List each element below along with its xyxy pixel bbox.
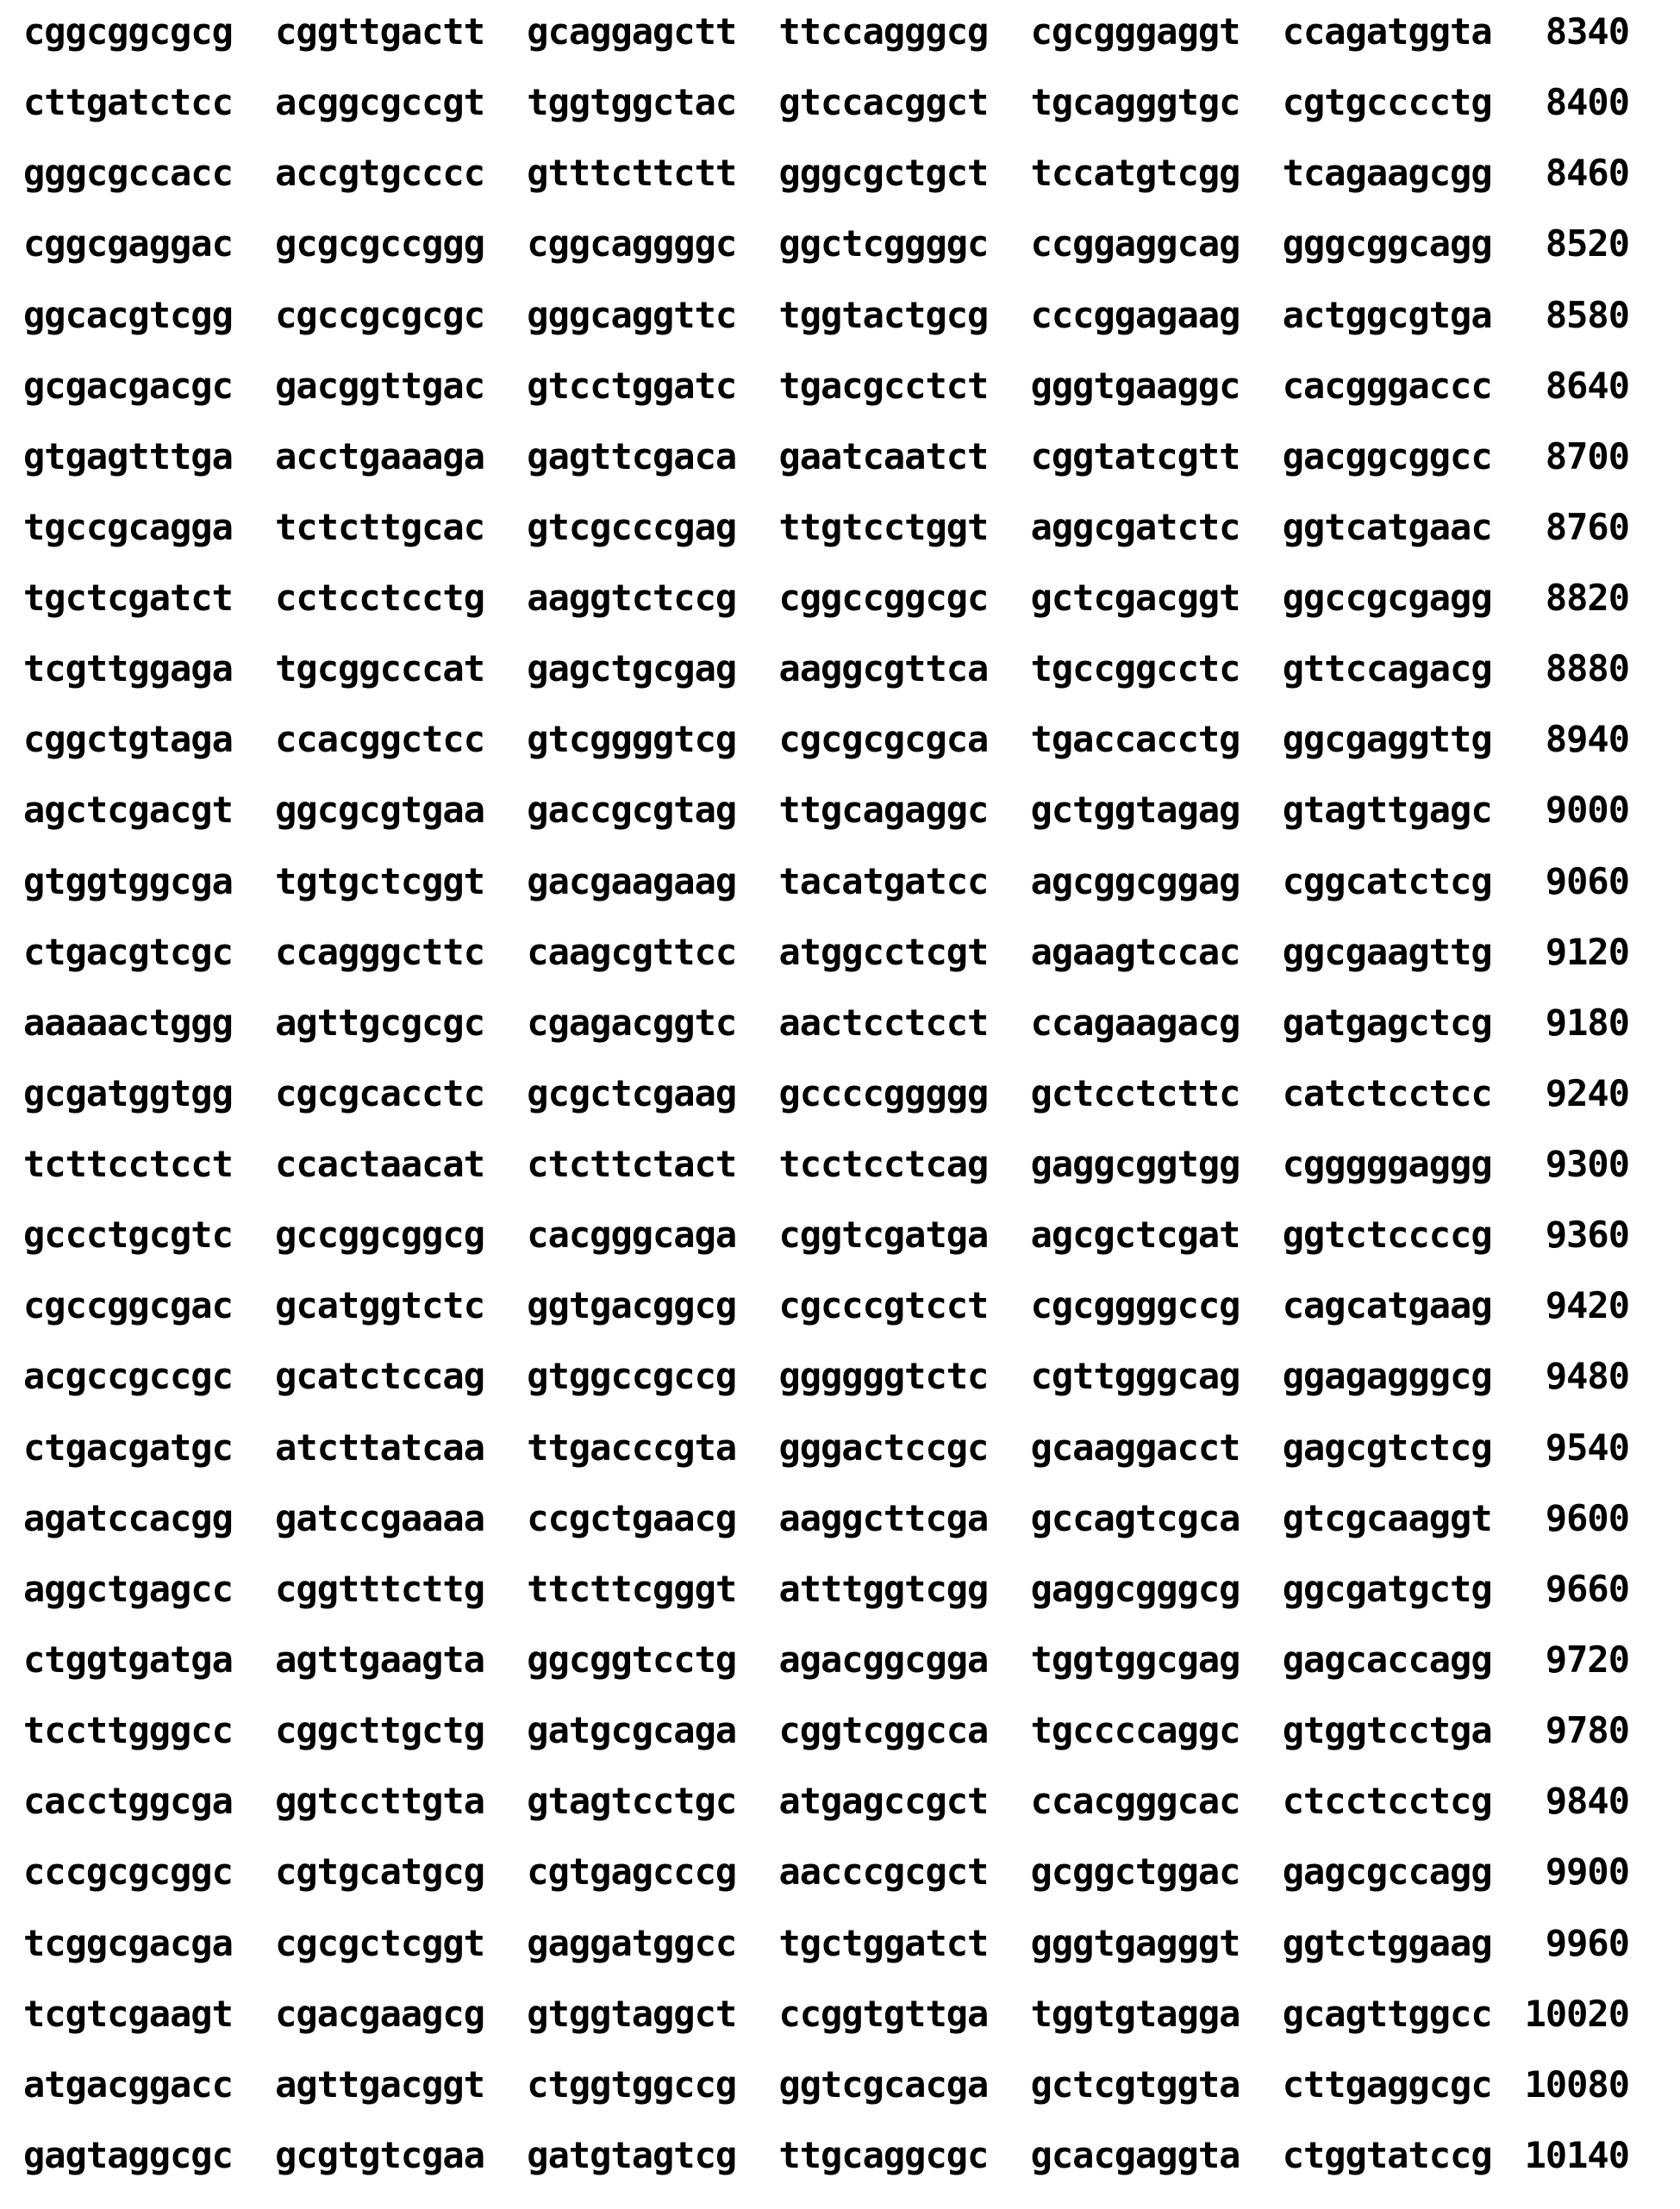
sequence-groups: gagtaggcgc gcgtgtcgaa gatgtagtcg ttgcaggcgc gcacgaggta ctggtatccg [23, 2133, 1492, 2176]
position-number: 9540 [1545, 1426, 1629, 1469]
sequence-row [0, 1214, 1680, 1288]
sequence-row [0, 505, 1680, 580]
position-number: 9780 [1545, 1709, 1629, 1752]
sequence-groups: tcgttggaga tgcggcccat gagctgcgag aaggcgttca tgccggcctc gttccagacg [23, 647, 1492, 690]
position-number: 8400 [1545, 81, 1629, 124]
sequence-row [0, 2133, 1680, 2208]
position-number: 9420 [1545, 1284, 1629, 1327]
sequence-row [0, 293, 1680, 368]
sequence-groups: gtggtggcga tgtgctcggt gacgaagaag tacatgatcc agcggcggag cggcatctcg [23, 859, 1492, 902]
position-number: 10140 [1524, 2133, 1629, 2176]
sequence-groups: cgccggcgac gcatggtctc ggtgacggcg cgcccgtcct cgcggggccg cagcatgaag [23, 1284, 1492, 1327]
position-number: 9960 [1545, 1921, 1629, 1964]
sequence-groups: gcgacgacgc gacggttgac gtcctggatc tgacgcctct gggtgaaggc cacgggaccc [23, 364, 1492, 407]
sequence-row [0, 364, 1680, 439]
sequence-row [0, 2062, 1680, 2137]
sequence-row [0, 1638, 1680, 1713]
sequence-row [0, 930, 1680, 1005]
position-number: 9000 [1545, 789, 1629, 832]
sequence-row [0, 1921, 1680, 1996]
sequence-groups: gtgagtttga acctgaaaga gagttcgaca gaatcaatct cggtatcgtt gacggcggcc [23, 434, 1492, 477]
position-number: 9360 [1545, 1214, 1629, 1257]
position-number: 8340 [1545, 10, 1629, 53]
sequence-row [0, 1709, 1680, 1783]
sequence-groups: agatccacgg gatccgaaaa ccgctgaacg aaggcttcga gccagtcgca gtcgcaaggt [23, 1496, 1492, 1539]
sequence-row [0, 1992, 1680, 2067]
position-number: 9900 [1545, 1850, 1629, 1894]
sequence-groups: tcggcgacga cgcgctcggt gaggatggcc tgctggatct gggtgagggt ggtctggaag [23, 1921, 1492, 1964]
sequence-groups: tccttgggcc cggcttgctg gatgcgcaga cggtcggcca tgccccaggc gtggtcctga [23, 1709, 1492, 1752]
sequence-row [0, 1426, 1680, 1501]
sequence-row [0, 718, 1680, 792]
sequence-groups: cggctgtaga ccacggctcc gtcggggtcg cgcgcgcgca tgaccacctg ggcgaggttg [23, 718, 1492, 761]
position-number: 9660 [1545, 1567, 1629, 1610]
sequence-groups: tgccgcagga tctcttgcac gtcgcccgag ttgtcctggt aggcgatctc ggtcatgaac [23, 505, 1492, 548]
position-number: 9720 [1545, 1638, 1629, 1681]
position-number: 8520 [1545, 222, 1629, 265]
position-number: 10080 [1524, 2062, 1629, 2106]
sequence-groups: tcgtcgaagt cgacgaagcg gtggtaggct ccggtgttga tggtgtagga gcagttggcc [23, 1992, 1492, 2035]
sequence-groups: cggcggcgcg cggttgactt gcaggagctt ttccagggcg cgcgggaggt ccagatggta [23, 10, 1492, 53]
sequence-groups: gccctgcgtc gccggcggcg cacgggcaga cggtcgatga agcgctcgat ggtctccccg [23, 1214, 1492, 1257]
sequence-groups: tgctcgatct cctcctcctg aaggtctccg cggccggcgc gctcgacggt ggccgcgagg [23, 577, 1492, 620]
sequence-row [0, 647, 1680, 721]
sequence-row [0, 222, 1680, 296]
sequence-row [0, 1496, 1680, 1571]
position-number: 9840 [1545, 1780, 1629, 1823]
position-number: 8640 [1545, 364, 1629, 407]
position-number: 8760 [1545, 505, 1629, 548]
sequence-groups: acgccgccgc gcatctccag gtggccgccg ggggggtctc cgttgggcag ggagagggcg [23, 1355, 1492, 1398]
position-number: 8700 [1545, 434, 1629, 477]
sequence-row [0, 577, 1680, 651]
sequence-groups: ctgacgatgc atcttatcaa ttgacccgta gggactccgc gcaaggacct gagcgtctcg [23, 1426, 1492, 1469]
position-number: 9600 [1545, 1496, 1629, 1539]
sequence-groups: cacctggcga ggtccttgta gtagtcctgc atgagccgct ccacgggcac ctcctcctcg [23, 1780, 1492, 1823]
sequence-groups: atgacggacc agttgacggt ctggtggccg ggtcgcacga gctcgtggta cttgaggcgc [23, 2062, 1492, 2106]
sequence-row [0, 859, 1680, 934]
position-number: 10020 [1524, 1992, 1629, 2035]
sequence-row [0, 1850, 1680, 1925]
position-number: 8580 [1545, 293, 1629, 336]
position-number: 9480 [1545, 1355, 1629, 1398]
position-number: 8820 [1545, 577, 1629, 620]
sequence-row [0, 152, 1680, 226]
position-number: 9180 [1545, 1001, 1629, 1044]
sequence-row [0, 10, 1680, 84]
sequence-groups: aggctgagcc cggtttcttg ttcttcgggt atttggtcgg gaggcgggcg ggcgatgctg [23, 1567, 1492, 1610]
sequence-row [0, 1355, 1680, 1429]
sequence-groups: aaaaactggg agttgcgcgc cgagacggtc aactcctcct ccagaagacg gatgagctcg [23, 1001, 1492, 1044]
position-number: 9300 [1545, 1143, 1629, 1186]
sequence-groups: cttgatctcc acggcgccgt tggtggctac gtccacggct tgcagggtgc cgtgcccctg [23, 81, 1492, 124]
sequence-row [0, 434, 1680, 509]
position-number: 8880 [1545, 647, 1629, 690]
sequence-row [0, 1001, 1680, 1076]
sequence-groups: tcttcctcct ccactaacat ctcttctact tcctcctcag gaggcggtgg cgggggaggg [23, 1143, 1492, 1186]
sequence-row [0, 1071, 1680, 1146]
sequence-row [0, 1284, 1680, 1358]
position-number: 9060 [1545, 859, 1629, 902]
sequence-groups: gcgatggtgg cgcgcacctc gcgctcgaag gccccggggg gctcctcttc catctcctcc [23, 1071, 1492, 1114]
sequence-groups: gggcgccacc accgtgcccc gtttcttctt gggcgctgct tccatgtcgg tcagaagcgg [23, 152, 1492, 195]
position-number: 9240 [1545, 1071, 1629, 1114]
position-number: 8940 [1545, 718, 1629, 761]
sequence-groups: cccgcgcggc cgtgcatgcg cgtgagcccg aacccgcgct gcggctggac gagcgccagg [23, 1850, 1492, 1894]
sequence-row [0, 81, 1680, 155]
sequence-groups: ctggtgatga agttgaagta ggcggtcctg agacggcgga tggtggcgag gagcaccagg [23, 1638, 1492, 1681]
sequence-row [0, 1780, 1680, 1854]
sequence-groups: agctcgacgt ggcgcgtgaa gaccgcgtag ttgcagaggc gctggtagag gtagttgagc [23, 789, 1492, 832]
position-number: 9120 [1545, 930, 1629, 973]
position-number: 8460 [1545, 152, 1629, 195]
sequence-row [0, 1143, 1680, 1217]
sequence-groups: ctgacgtcgc ccagggcttc caagcgttcc atggcctcgt agaagtccac ggcgaagttg [23, 930, 1492, 973]
sequence-row [0, 789, 1680, 863]
sequence-row [0, 1567, 1680, 1642]
sequence-groups: ggcacgtcgg cgccgcgcgc gggcaggttc tggtactgcg cccggagaag actggcgtga [23, 293, 1492, 336]
sequence-groups: cggcgaggac gcgcgccggg cggcaggggc ggctcggggc ccggaggcag gggcggcagg [23, 222, 1492, 265]
